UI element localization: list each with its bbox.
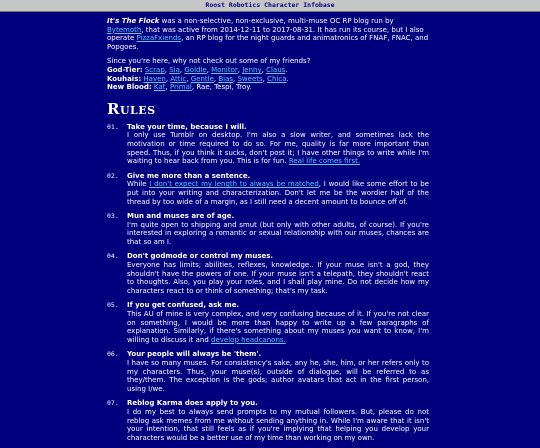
friend-link-goldie[interactable]: Goldie bbox=[184, 65, 207, 74]
rule-text bbox=[127, 310, 429, 344]
rules-list bbox=[107, 123, 429, 443]
friend-link-scrap[interactable]: Scrap bbox=[144, 65, 165, 74]
rule-title: Reblog Karma does apply to you. bbox=[127, 399, 258, 408]
friend-link-kat[interactable]: Kat bbox=[153, 83, 166, 92]
other-blog-link[interactable]: PizzaFxiends bbox=[136, 34, 182, 43]
rule-text bbox=[127, 180, 429, 206]
rule-number: 03. bbox=[107, 212, 119, 221]
rule-text-body: I have so many muses. For consistency's sake, any he, she, him, or her refers only to my characters. Thus, your muse(s), outside of dialogue, will be referred to as they/them. The exception is the gods; author avatars that act in the first person, using I/we. bbox=[127, 359, 429, 393]
rule-number: 04. bbox=[107, 252, 119, 261]
friend-link-sweets[interactable]: Sweets bbox=[237, 74, 263, 83]
rule-number: 01. bbox=[107, 122, 119, 131]
rule-title: Don't godmode or control my muses. bbox=[127, 252, 274, 261]
rule-text-body: I'm quite open to shipping and smut (but only with other adults, of course). If you're interested in exploring a romantic or sexual relationship with our muses, chances are that so am I. bbox=[127, 220, 429, 246]
friend-link-haven[interactable]: Haven bbox=[143, 74, 166, 83]
friend-link-chica[interactable]: Chica bbox=[267, 74, 287, 83]
friend-link-rae: Rae bbox=[196, 83, 210, 92]
friend-tier-row: New Blood: Kat, Primal, Rae, Tespi, Troy. bbox=[107, 83, 252, 92]
friend-link-claus[interactable]: Claus bbox=[266, 65, 286, 74]
rule-item bbox=[107, 172, 429, 206]
rule-item bbox=[107, 123, 429, 166]
friend-link-bias[interactable]: Bias bbox=[218, 74, 234, 83]
rule-text bbox=[127, 131, 429, 165]
rule-item bbox=[107, 301, 429, 344]
rule-text-body: Everyone has limits; abilities, reflexes, knowledge.. If your muse isn't a god, they shouldn't have the powers of one. If your muse isn't a telepath, they shouldn't react to thoughts. Also, you play your roles, and I shall play mine. Do not decide how my characters react to or think of something; that's my task. bbox=[127, 261, 429, 295]
rule-number: 07. bbox=[107, 399, 119, 408]
friend-link-troy: Troy bbox=[235, 83, 250, 92]
friend-link-monitor[interactable]: Monitor bbox=[211, 65, 238, 74]
rule-item bbox=[107, 212, 429, 246]
friend-tier-label: New Blood: bbox=[107, 83, 152, 92]
friend-link-sia[interactable]: Sia bbox=[169, 65, 180, 74]
intro-text-a: was a non-selective, non-exclusive, multi-muse OC RP blog run by bbox=[159, 17, 394, 25]
rule-link[interactable]: Real life comes first. bbox=[288, 157, 361, 166]
friends-prompt: Since you're here, why not check out some of my friends? bbox=[107, 57, 311, 66]
rule-item bbox=[107, 399, 429, 442]
friends-section bbox=[107, 57, 429, 91]
rule-link[interactable]: I don't expect my length to always be matched bbox=[149, 180, 319, 189]
rule-text-body: I do my best to always send prompts to my mutual followers. But, please do not reblog ask memes from me without sending anything in. While I'm aware that it isn't your intention, that still feels as if you're implying that helping you develop your characters would be a better use of my time than working on my own. bbox=[127, 407, 429, 442]
rule-link[interactable]: develop headcanons. bbox=[211, 335, 286, 344]
rule-title: Give me more than a sentence. bbox=[127, 171, 251, 180]
rule-text-pre: While bbox=[127, 180, 150, 189]
friend-tier-label: God-Tier: bbox=[107, 65, 143, 74]
friend-tier-label: Kouhais: bbox=[107, 74, 142, 83]
header-bar bbox=[0, 0, 540, 12]
rule-text-body: I only use Tumblr on desktop. I'm also a slow writer, and sometimes lack the motivation or time required to do so. For me, quality is far more important than speed. Thus, if you think it sucks, don't post it; I have other things to write while I'm waiting to hear back from you. This is for fun. bbox=[127, 131, 429, 166]
intro-text-b: , that was active from 2014-12-11 to 2017-08-31. It has run its course, but I also operate bbox=[107, 25, 424, 43]
friend-link-tespi: Tespi bbox=[214, 83, 232, 92]
author-link[interactable]: Bytemoth bbox=[107, 25, 142, 34]
rule-text bbox=[127, 359, 429, 393]
rule-title: If you get confused, ask me. bbox=[127, 301, 240, 310]
intro-text-c: , an RP blog for the night guards and animatronics of FNAF, FNAC, and Popgoes. bbox=[107, 34, 429, 51]
friend-tier-row: Kouhais: Haven, Attic, Gentle, Bias, Sweets, Chica. bbox=[107, 74, 289, 83]
friend-tier-row: God-Tier: Scrap, Sia, Goldie, Monitor, Jenny, Claus. bbox=[107, 65, 288, 74]
header-title: Roost Robotics Character Infobase bbox=[205, 1, 335, 9]
rule-number: 05. bbox=[107, 301, 119, 310]
blog-name: It's The Flock bbox=[107, 17, 160, 25]
rule-item bbox=[107, 350, 429, 393]
rule-text-body: This AU of mine is very complex, and very confusing because of it. If you're not clear on something, I would be more than happy to write up a few paragraphs of explanation. Similarly, if there's something about my muses you want to know, I'm willing to discuss it and bbox=[127, 310, 429, 344]
friend-link-jenny[interactable]: Jenny bbox=[242, 65, 262, 74]
friend-link-attic[interactable]: Attic bbox=[170, 74, 187, 83]
main-content bbox=[107, 17, 429, 448]
rule-text bbox=[127, 408, 429, 442]
intro-paragraph bbox=[107, 17, 429, 51]
rule-item bbox=[107, 252, 429, 295]
rule-text bbox=[127, 261, 429, 295]
rule-title: Your people will always be 'them'. bbox=[127, 350, 262, 359]
friend-link-gentle[interactable]: Gentle bbox=[190, 74, 214, 83]
rule-number: 02. bbox=[107, 171, 119, 180]
friend-link-primal[interactable]: Primal bbox=[169, 83, 192, 92]
rule-title: Take your time, because I will. bbox=[127, 122, 247, 131]
rule-number: 06. bbox=[107, 350, 119, 359]
rules-heading: Rules bbox=[107, 99, 156, 118]
rule-text bbox=[127, 221, 429, 247]
rule-title: Mun and muses are of age. bbox=[127, 212, 235, 221]
rule-text-body: , I would like some effort to be put into your writing and characterization. Don't let me be the wordier half of the thread by too wide of a margin, as I still need a decent amount to bounce off of. bbox=[127, 180, 429, 206]
